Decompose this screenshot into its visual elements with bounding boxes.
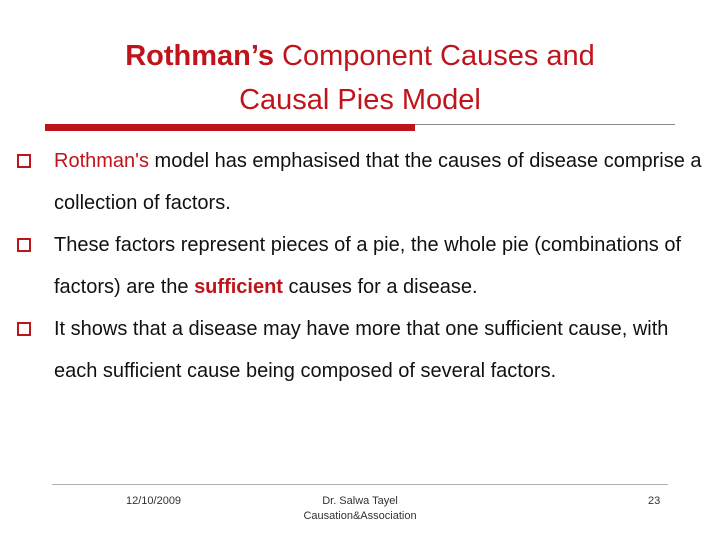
bullet-1-text: model has emphasised that the causes of disease comprise a collection of factors. xyxy=(54,150,702,214)
bullet-list xyxy=(0,140,720,392)
hollow-square-bullet-icon xyxy=(17,238,31,252)
hollow-square-bullet-icon xyxy=(17,154,31,168)
title-divider-accent xyxy=(45,124,415,131)
footer-author-block xyxy=(260,494,460,524)
title-rothman: Rothman’s xyxy=(125,40,274,72)
bullet-item-3 xyxy=(0,308,720,392)
bullet-item-1 xyxy=(0,140,720,224)
bullet-2-highlight: sufficient xyxy=(194,276,283,298)
footer-divider xyxy=(52,484,668,485)
slide-title xyxy=(40,34,680,122)
bullet-3-text: It shows that a disease may have more that one sufficient cause, with each sufficient cause being composed of several factors. xyxy=(54,318,669,382)
footer-date: 12/10/2009 xyxy=(126,495,182,507)
footer-author: Dr. Salwa Tayel xyxy=(322,495,398,507)
bullet-item-2 xyxy=(0,224,720,308)
bullet-2-before: These factors represent pieces of a pie, the whole pie (combinations of factors) are the xyxy=(54,234,682,298)
title-line-1 xyxy=(40,34,680,78)
hollow-square-bullet-icon xyxy=(17,322,31,336)
bullet-1-highlight: Rothman's xyxy=(54,150,149,172)
footer-page-number: 23 xyxy=(648,495,661,507)
footer-subtitle: Causation&Association xyxy=(303,510,417,522)
title-line-1-rest: Component Causes and xyxy=(273,40,595,72)
title-line-2: Causal Pies Model xyxy=(239,84,481,116)
bullet-2-after: causes for a disease. xyxy=(282,276,478,298)
